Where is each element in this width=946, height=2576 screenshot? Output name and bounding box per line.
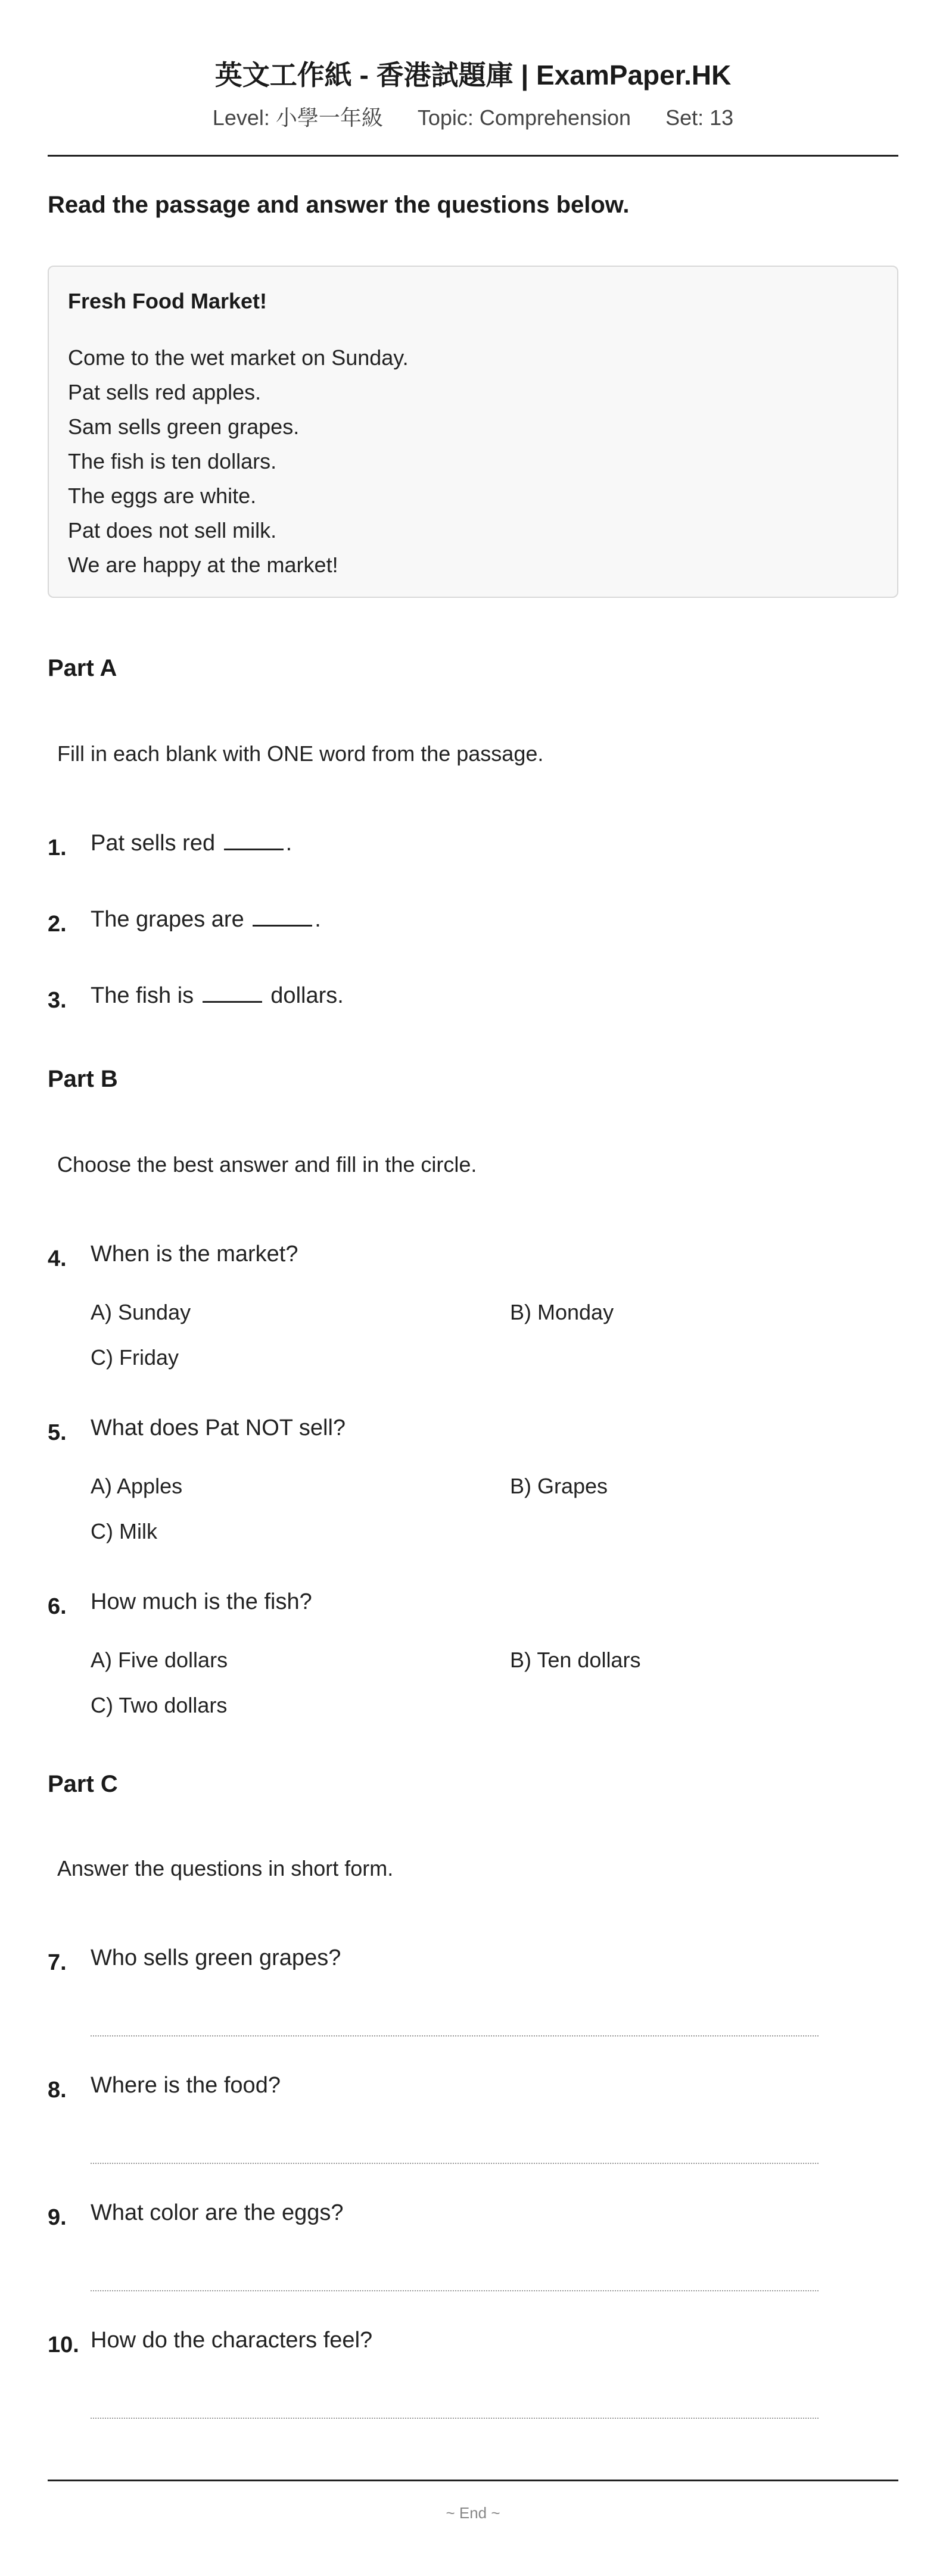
question-number: 2. [48, 912, 67, 937]
page-title: 英文工作紙 - 香港試題庫 | ExamPaper.HK [214, 60, 732, 91]
question-text: What color are the eggs? [91, 2200, 344, 2225]
option-b[interactable]: B) Monday [510, 1300, 614, 1324]
question-number: 7. [48, 1950, 67, 1975]
passage-title: Fresh Food Market! [68, 289, 267, 313]
question-number: 8. [48, 2078, 67, 2103]
answer-line[interactable] [91, 2418, 819, 2419]
question-text: The grapes are . [91, 907, 321, 932]
question-number: 6. [48, 1594, 67, 1619]
answer-line[interactable] [91, 2035, 819, 2037]
set-label: Set: 13 [665, 105, 734, 130]
instructions: Read the passage and answer the questions below. [48, 192, 630, 218]
blank-field[interactable] [203, 983, 262, 1003]
part-c-instruction: Answer the questions in short form. [57, 1856, 394, 1880]
question-text: How do the characters feel? [91, 2328, 373, 2353]
topic-label: Topic: Comprehension [417, 105, 631, 130]
question-number: 10. [48, 2332, 79, 2357]
option-b[interactable]: B) Ten dollars [510, 1648, 641, 1672]
question-number: 4. [48, 1246, 67, 1271]
footer-divider [48, 2480, 898, 2481]
question-number: 9. [48, 2205, 67, 2230]
part-c-title: Part C [48, 1771, 118, 1797]
question-number: 3. [48, 988, 67, 1013]
option-c[interactable]: C) Two dollars [91, 1693, 228, 1717]
passage-line: Pat does not sell milk. [68, 518, 277, 542]
question-number: 5. [48, 1420, 67, 1445]
blank-field[interactable] [253, 906, 312, 927]
option-c[interactable]: C) Milk [91, 1519, 157, 1543]
question-text: The fish is dollars. [91, 983, 344, 1008]
passage-line: The fish is ten dollars. [68, 449, 277, 473]
question-number: 1. [48, 835, 67, 860]
option-a[interactable]: A) Apples [91, 1474, 183, 1498]
option-b[interactable]: B) Grapes [510, 1474, 608, 1498]
question-text: Pat sells red . [91, 831, 292, 856]
question-text: Where is the food? [91, 2073, 281, 2098]
passage-line: Sam sells green grapes. [68, 414, 300, 439]
answer-line[interactable] [91, 2163, 819, 2164]
footer-end: ~ End ~ [446, 2504, 500, 2522]
question-text: When is the market? [91, 1242, 298, 1267]
passage-line: We are happy at the market! [68, 553, 338, 577]
worksheet-page [48, 0, 898, 2576]
option-a[interactable]: A) Sunday [91, 1300, 191, 1324]
option-c[interactable]: C) Friday [91, 1345, 179, 1370]
passage-line: The eggs are white. [68, 484, 257, 508]
part-b-instruction: Choose the best answer and fill in the circle. [57, 1152, 477, 1177]
part-a-instruction: Fill in each blank with ONE word from the passage. [57, 741, 544, 766]
passage-box [48, 266, 898, 598]
part-b-title: Part B [48, 1066, 118, 1092]
header [48, 57, 898, 131]
question-text: What does Pat NOT sell? [91, 1415, 346, 1440]
meta-info [48, 105, 898, 131]
part-a-title: Part A [48, 655, 117, 681]
option-a[interactable]: A) Five dollars [91, 1648, 228, 1672]
answer-line[interactable] [91, 2290, 819, 2291]
question-text: How much is the fish? [91, 1589, 312, 1614]
header-divider [48, 155, 898, 157]
blank-field[interactable] [224, 830, 284, 850]
question-text: Who sells green grapes? [91, 1945, 341, 1970]
passage-line: Pat sells red apples. [68, 380, 262, 404]
passage-line: Come to the wet market on Sunday. [68, 345, 409, 370]
level-label: Level: 小學一年級 [212, 105, 383, 130]
